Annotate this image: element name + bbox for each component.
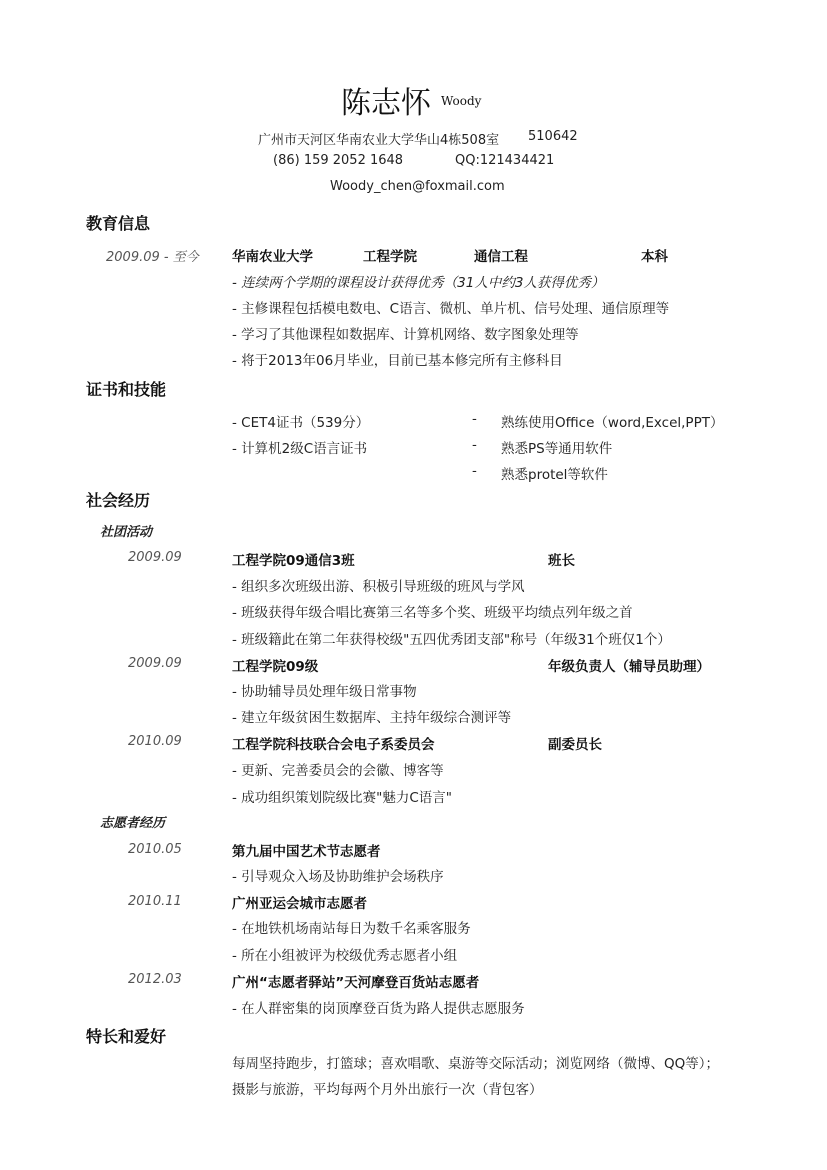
education-item: - 主修课程包括模电数电、C语言、微机、单片机、信号处理、通信原理等 [232,301,670,317]
club-org: 工程学院09级 [232,659,319,675]
club-item: - 协助辅导员处理年级日常事物 [232,684,417,700]
club-item: - 班级籍此在第二年获得校级"五四优秀团支部"称号（年级31个班仅1个） [232,632,671,648]
candidate-name: 陈志怀 [341,86,431,121]
club-date: 2009.09 [128,656,182,671]
club-item: - 建立年级贫困生数据库、主持年级综合测评等 [232,710,512,726]
education-item: - 连续两个学期的课程设计获得优秀（31人中约3人获得优秀） [232,275,605,291]
phone: (86) 159 2052 1648 [273,153,404,168]
volunteer-item: - 在人群密集的岗顶摩登百货为路人提供志愿服务 [232,1001,525,1017]
skill-dash: - [472,463,477,479]
education-heading: 教育信息 [86,214,151,233]
skill-software: 熟悉protel等软件 [501,467,608,483]
skill-dash: - [472,411,477,427]
school: 华南农业大学 [232,249,313,265]
hobbies-text: 每周坚持跑步，打篮球；喜欢唱歌、桌游等交际活动；浏览网络（微博、QQ等）；摄影与旅游，平均每两个月外出旅行一次（背包客） [232,1056,720,1098]
skill-cert: - CET4证书（539分） [232,415,370,431]
skill-dash: - [472,437,477,453]
major: 通信工程 [474,249,528,265]
club-item: - 组织多次班级出游、积极引导班级的班风与学风 [232,579,525,595]
volunteer-title: 广州“志愿者驿站”天河摩登百货站志愿者 [232,975,480,991]
club-date: 2010.09 [128,734,182,749]
volunteer-item: - 所在小组被评为校级优秀志愿者小组 [232,948,458,964]
education-item: - 将于2013年06月毕业，目前已基本修完所有主修科目 [232,353,563,369]
address: 广州市天河区华南农业大学华山4栋508室 [258,133,500,148]
degree: 本科 [641,249,668,265]
club-role: 年级负责人（辅导员助理） [548,659,710,675]
postcode: 510642 [528,129,578,144]
volunteer-title: 广州亚运会城市志愿者 [232,896,367,912]
email: Woody_chen@foxmail.com [330,179,505,194]
skill-software: 熟悉PS等通用软件 [501,441,613,457]
volunteer-date: 2010.05 [128,842,182,857]
club-date: 2009.09 [128,550,182,565]
skill-software: 熟练使用Office（word,Excel,PPT） [501,415,724,431]
skills-heading: 证书和技能 [86,380,167,399]
college: 工程学院 [363,249,417,265]
skill-cert: - 计算机2级C语言证书 [232,441,368,457]
social-heading: 社会经历 [86,491,151,510]
volunteer-date: 2010.11 [128,894,182,909]
club-org: 工程学院科技联合会电子系委员会 [232,737,435,753]
qq: QQ:121434421 [455,153,555,168]
volunteer-item: - 引导观众入场及协助维护会场秩序 [232,869,444,885]
education-item: - 学习了其他课程如数据库、计算机网络、数字图象处理等 [232,327,579,343]
club-role: 副委员长 [548,737,602,753]
clubs-heading: 社团活动 [100,525,153,540]
club-role: 班长 [548,553,575,569]
volunteer-item: - 在地铁机场南站每日为数千名乘客服务 [232,921,471,937]
volunteer-title: 第九届中国艺术节志愿者 [232,844,381,860]
volunteer-heading: 志愿者经历 [100,816,166,831]
club-item: - 更新、完善委员会的会徽、博客等 [232,763,444,779]
education-period: 2009.09 - 至今 [106,250,199,265]
club-item: - 成功组织策划院级比赛"魅力C语言" [232,790,453,806]
volunteer-date: 2012.03 [128,972,182,987]
hobbies-heading: 特长和爱好 [86,1027,167,1046]
english-name: Woody [441,94,482,108]
club-item: - 班级获得年级合唱比赛第三名等多个奖、班级平均绩点列年级之首 [232,605,633,621]
club-org: 工程学院09通信3班 [232,553,355,569]
